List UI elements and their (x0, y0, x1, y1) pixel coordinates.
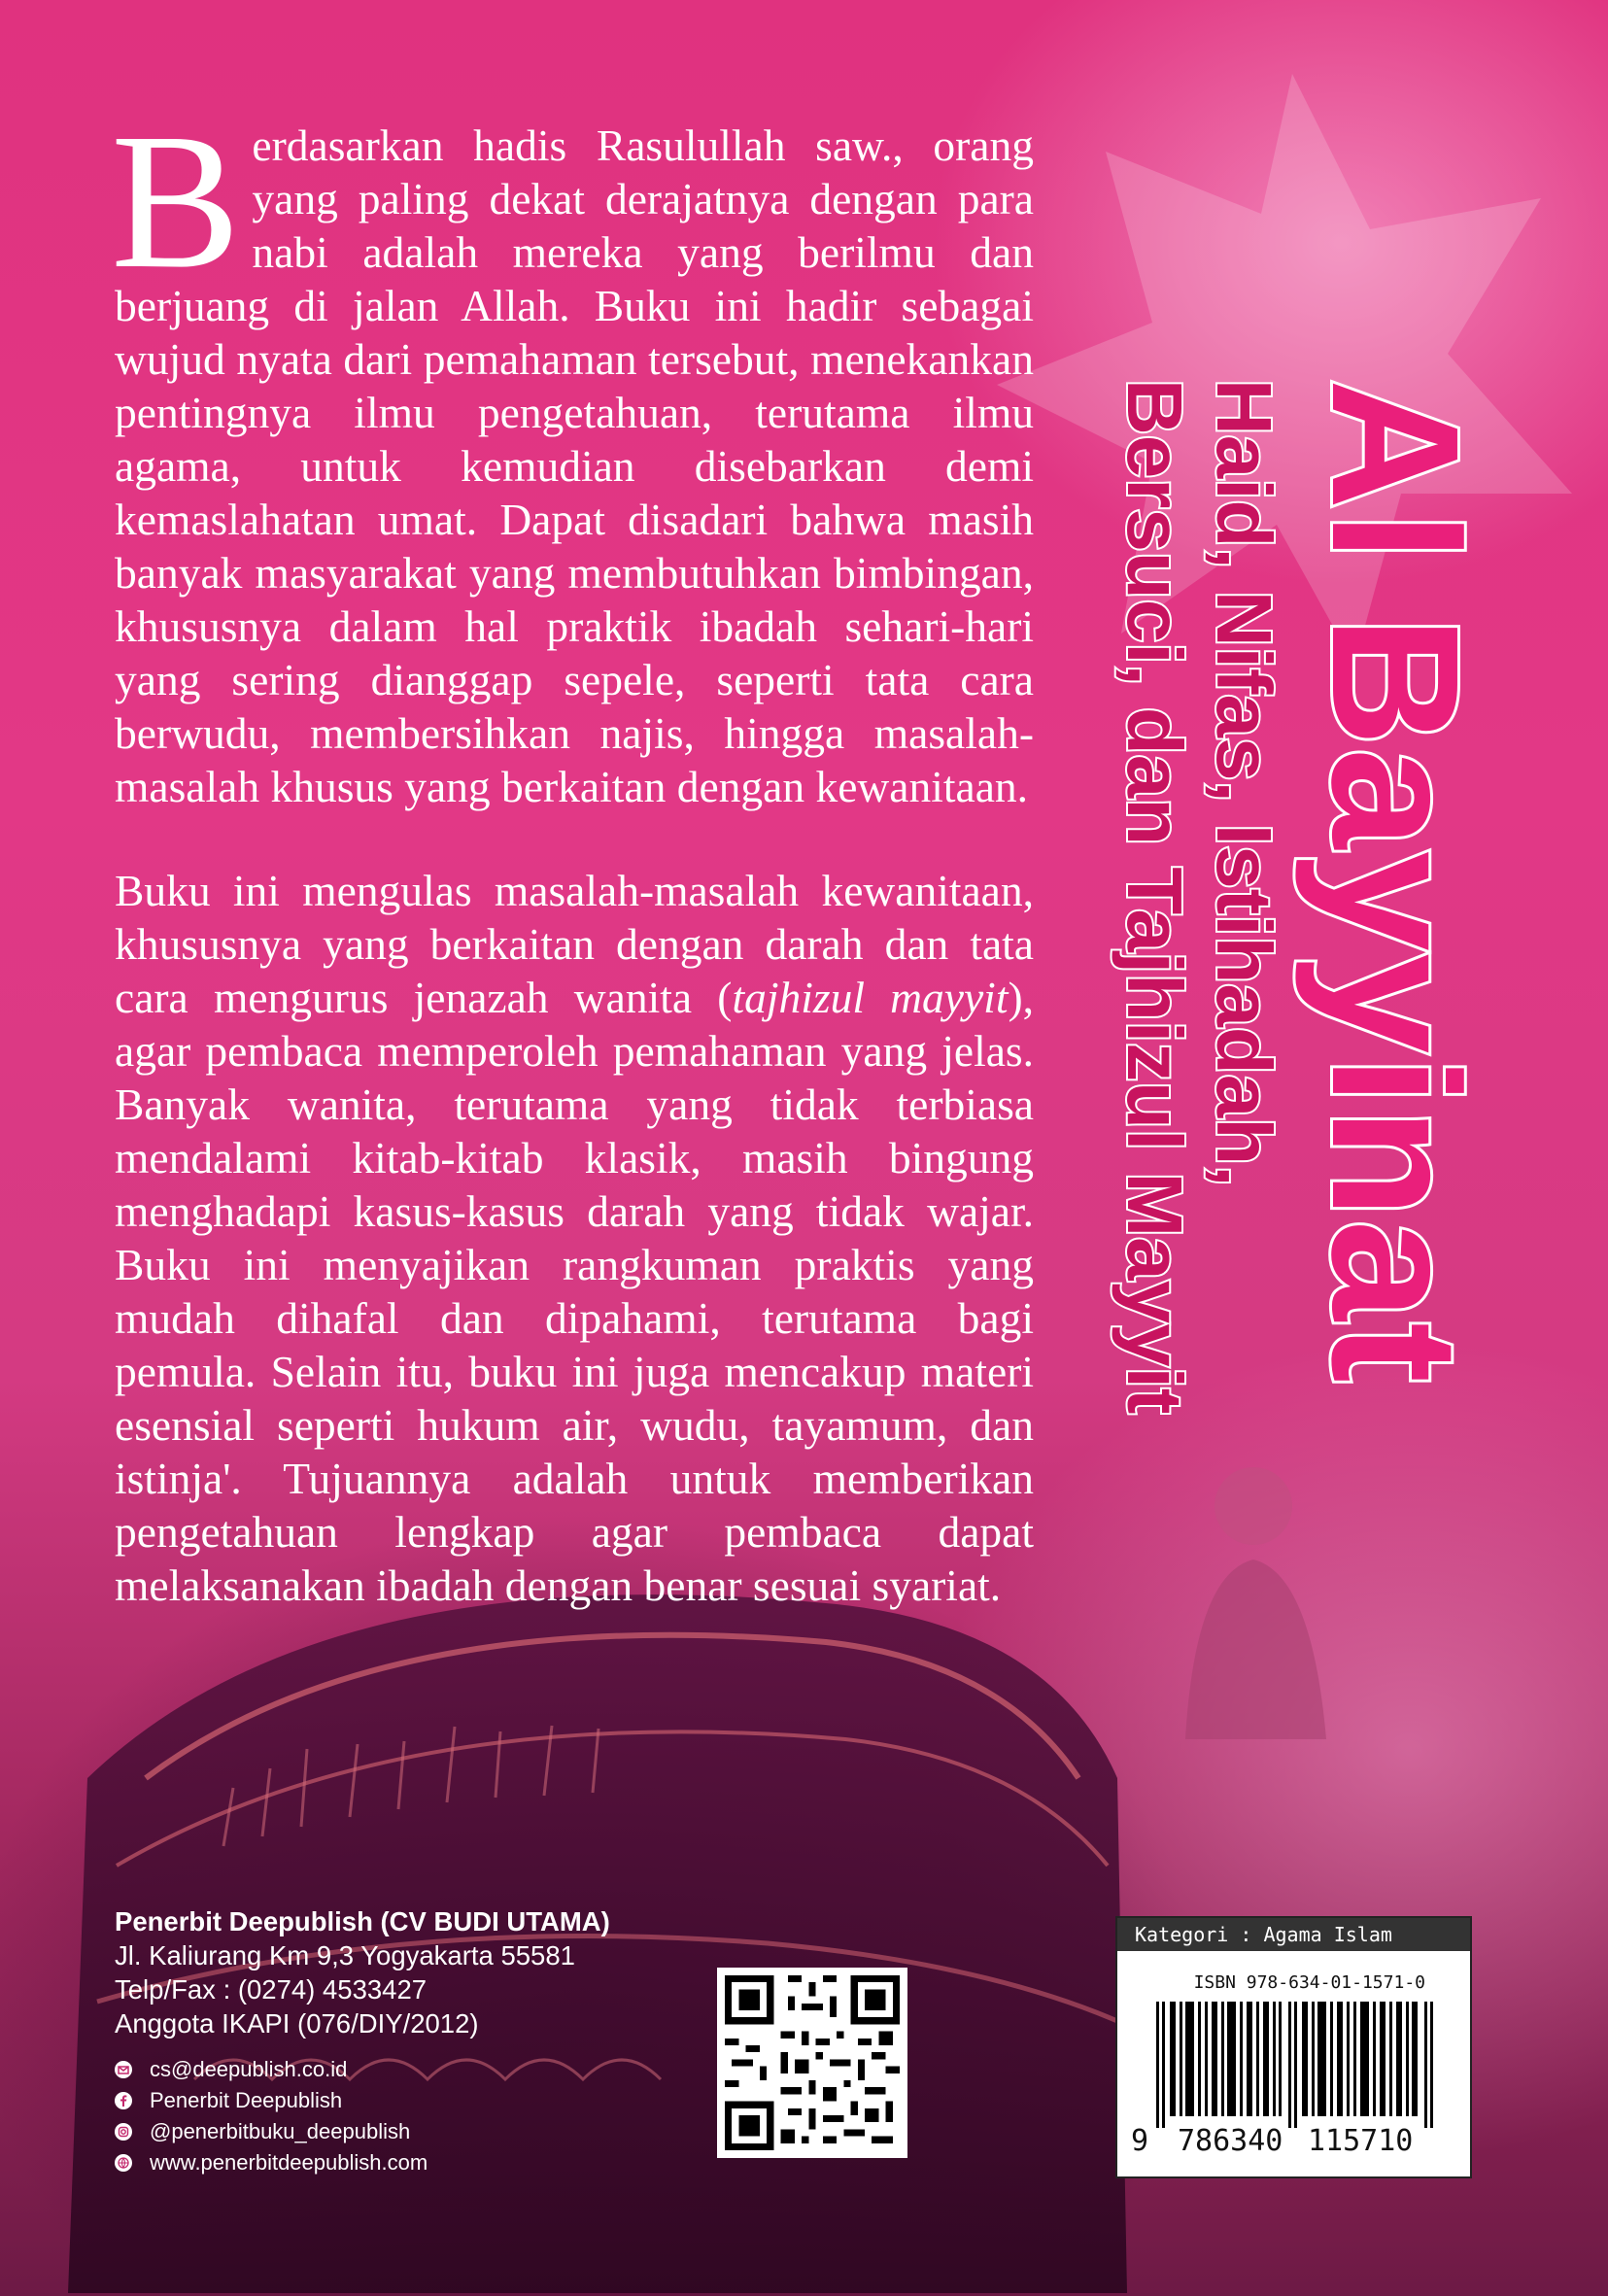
barcode-lead-digit: 9 (1131, 2124, 1149, 2158)
barcode-bars (1156, 2002, 1433, 2128)
book-subtitle-line-2: Bersuci, dan Tajhizul Mayyit (1112, 379, 1198, 1415)
isbn-label: ISBN 978-634-01-1571-0 (1193, 1972, 1425, 1993)
facebook-icon (115, 2092, 132, 2109)
blurb-paragraph-2 (115, 864, 1034, 1612)
qr-code[interactable] (717, 1968, 907, 2158)
barcode-digits (1117, 2124, 1470, 2163)
category-label: Kategori : Agama Islam (1117, 1918, 1470, 1951)
contact-email[interactable] (115, 2054, 736, 2085)
contact-website[interactable] (115, 2147, 736, 2178)
publisher-address: Jl. Kaliurang Km 9,3 Yogyakarta 55581 (115, 1940, 575, 1970)
instagram-icon (115, 2123, 132, 2141)
contact-facebook[interactable] (115, 2085, 736, 2116)
globe-icon (115, 2154, 132, 2172)
blurb-paragraph-1 (111, 94, 1034, 813)
publisher-phone: Telp/Fax : (0274) 4533427 (115, 1974, 428, 2005)
book-subtitle-line-1: Haid, Nifas, Istihadah, (1201, 379, 1287, 1187)
barcode-right-digits: 115710 (1308, 2124, 1414, 2158)
barcode-left-digits: 786340 (1178, 2124, 1283, 2158)
publisher-info (115, 1904, 736, 2178)
blurb-paragraph-2-text-a: Buku ini mengulas masalah-masalah kewanitaan, khususnya yang berkaitan dengan darah dan tata cara mengurus jenazah wanita ( (115, 866, 1034, 1022)
book-title: Al Bayyinat (1294, 379, 1495, 1386)
publisher-name: Penerbit Deepublish (CV BUDI UTAMA) (115, 1906, 610, 1936)
drop-cap: B (111, 94, 241, 309)
back-cover-blurb (111, 94, 1034, 1662)
contact-instagram[interactable] (115, 2116, 736, 2147)
email-icon (115, 2061, 132, 2078)
contact-facebook-text: Penerbit Deepublish (150, 2088, 343, 2112)
blurb-italic-term: tajhizul mayyit (732, 973, 1009, 1022)
contact-email-text: cs@deepublish.co.id (150, 2057, 348, 2081)
contact-website-text: www.penerbitdeepublish.com (150, 2150, 428, 2175)
publisher-contacts (115, 2054, 736, 2178)
vertical-title (1110, 379, 1495, 1739)
publisher-ikapi: Anggota IKAPI (076/DIY/2012) (115, 2008, 479, 2039)
blurb-paragraph-1-text: erdasarkan hadis Rasulullah saw., orang yang paling dekat derajatnya dengan para nabi adalah mereka yang berilmu dan berjuang di jalan Allah. Buku ini hadir sebagai wujud nyata dari pemahaman tersebut, menekankan pentingnya ilmu pengetahuan, terutama ilmu agama, untuk kemudian disebarkan demi kemaslahatan umat. Dapat disadari bahwa masih banyak masyarakat yang membutuhkan bimbingan, khususnya dalam hal praktik ibadah sehari-hari yang sering dianggap sepele, seperti tata cara berwudu, membersihkan najis, hingga masalah-masalah khusus yang berkaitan dengan kewanitaan. (115, 120, 1034, 811)
isbn-barcode-box (1115, 1916, 1472, 2178)
blurb-paragraph-2-text-b: ), agar pembaca memperoleh pemahaman yang jelas. Banyak wanita, terutama yang tidak terbiasa mendalami kitab-kitab klasik, masih bingung menghadapi kasus-kasus darah yang tidak wajar. Buku ini menyajikan rangkuman praktis yang mudah dihafal dan dipahami, terutama bagi pemula. Selain itu, buku ini juga mencakup materi esensial seperti hukum air, wudu, tayamum, dan istinja'. Tujuannya adalah untuk memberikan pengetahuan lengkap agar pembaca dapat melaksanakan ibadah dengan benar sesuai syariat. (115, 973, 1034, 1610)
contact-instagram-text: @penerbitbuku_deepublish (150, 2119, 411, 2143)
